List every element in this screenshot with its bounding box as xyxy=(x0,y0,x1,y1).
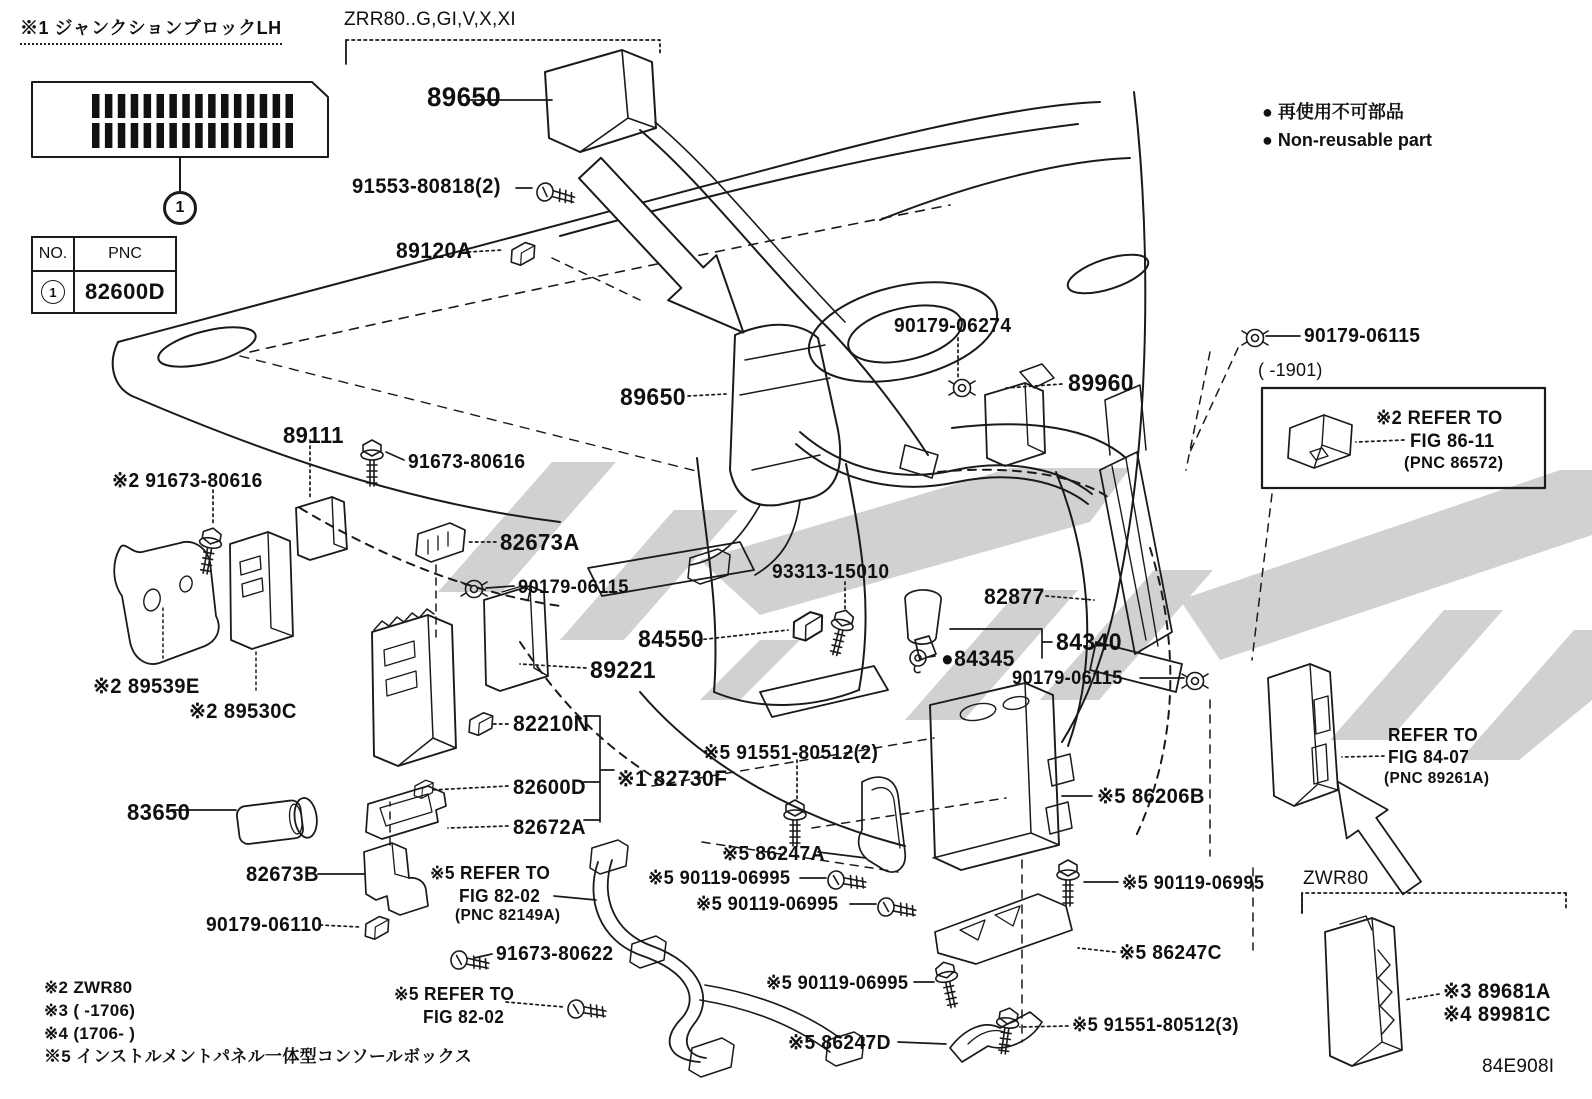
pnc-table xyxy=(31,236,177,314)
part-label: ※5 86247A xyxy=(722,843,825,865)
part-label: 84340 xyxy=(1056,629,1122,656)
part-label: (PNC 86572) xyxy=(1404,453,1504,472)
part-label: ●84345 xyxy=(941,646,1015,671)
part-label: ※5 REFER TO xyxy=(430,863,551,883)
part-label: ZWR80 xyxy=(1303,868,1369,889)
part-label: 82673A xyxy=(500,529,580,555)
part-label: ※5 86206B xyxy=(1097,785,1205,808)
part-label: 83650 xyxy=(127,799,191,825)
part-label: 90179-06110 xyxy=(206,914,323,936)
part-label: ( -1901) xyxy=(1258,360,1323,380)
part-label: ※4 89981C xyxy=(1443,1003,1551,1026)
part-label: 84550 xyxy=(638,626,704,653)
legend-line-en: ● Non-reusable part xyxy=(1262,130,1432,150)
part-label: FIG 84-07 xyxy=(1388,747,1470,767)
part-label: 93313-15010 xyxy=(772,561,890,583)
part-label: FIG 82-02 xyxy=(423,1007,505,1027)
pnc-col-no: NO. xyxy=(32,237,74,271)
part-label: FIG 86-11 xyxy=(1410,431,1495,452)
part-label: (PNC 89261A) xyxy=(1384,770,1490,787)
part-label: ※2 REFER TO xyxy=(1376,408,1503,429)
part-label: 91553-80818(2) xyxy=(352,175,501,198)
part-label: 89650 xyxy=(427,82,502,112)
part-label: 82600D xyxy=(513,776,586,799)
footnote: ※5 インストルメントパネル一体型コンソールボックス xyxy=(44,1047,473,1066)
legend-line-jp: ● 再使用不可部品 xyxy=(1262,102,1404,122)
part-label: 82673B xyxy=(246,863,319,886)
part-label: 90179-06115 xyxy=(1012,668,1123,689)
part-label: ZRR80..G,GI,V,X,XI xyxy=(344,9,516,30)
part-label: 89221 xyxy=(590,657,656,684)
part-label: 90179-06274 xyxy=(894,315,1012,337)
part-label: ※2 91673-80616 xyxy=(112,470,263,492)
footnote: ※4 (1706- ) xyxy=(44,1024,136,1043)
part-label: REFER TO xyxy=(1388,725,1479,745)
part-label: 89960 xyxy=(1068,370,1134,397)
non-reusable-legend xyxy=(1262,98,1432,154)
part-label: 89111 xyxy=(283,422,344,448)
part-label: FIG 82-02 xyxy=(459,886,541,906)
part-label: ※1 82730F xyxy=(617,766,728,791)
part-label: ※5 90119-06995 xyxy=(1122,873,1265,894)
part-label: ※5 REFER TO xyxy=(394,984,515,1004)
part-label: 89120A xyxy=(396,238,473,263)
part-label: 91673-80616 xyxy=(408,451,526,473)
junction-block-note: ※1 ジャンクションブロックLH xyxy=(20,14,282,45)
part-label: ※5 90119-06995 xyxy=(766,973,909,994)
pnc-row-value: 82600D xyxy=(74,271,176,313)
part-label: ※5 90119-06995 xyxy=(648,868,791,889)
callout-marker: 1 xyxy=(164,192,196,224)
part-label: 82210N xyxy=(513,711,590,736)
part-label: ※5 91551-80512(2) xyxy=(703,742,879,764)
part-label: 90179-06115 xyxy=(518,577,629,598)
part-label: 91673-80622 xyxy=(496,943,614,965)
part-label: ※5 90119-06995 xyxy=(696,894,839,915)
part-label: 82672A xyxy=(513,816,586,839)
part-label: ※5 91551-80512(3) xyxy=(1072,1015,1239,1036)
part-label: 82877 xyxy=(984,584,1045,609)
pnc-col-pnc: PNC xyxy=(74,237,176,271)
footnote: ※3 ( -1706) xyxy=(44,1001,136,1020)
footnotes xyxy=(44,976,472,1068)
part-label: ※5 86247C xyxy=(1119,942,1222,964)
part-label: ※2 89530C xyxy=(189,700,297,723)
part-label: ※2 89539E xyxy=(93,675,200,698)
part-label: (PNC 82149A) xyxy=(455,907,561,924)
part-label: 90179-06115 xyxy=(1304,325,1421,347)
pnc-row-no-cell xyxy=(32,271,74,313)
part-label: ※5 86247D xyxy=(788,1032,891,1054)
part-label: 84E908I xyxy=(1482,1056,1555,1077)
footnote: ※2 ZWR80 xyxy=(44,978,133,997)
part-label: ※3 89681A xyxy=(1443,980,1551,1003)
part-label: 89650 xyxy=(620,384,686,411)
pnc-row-marker: 1 xyxy=(41,280,65,304)
